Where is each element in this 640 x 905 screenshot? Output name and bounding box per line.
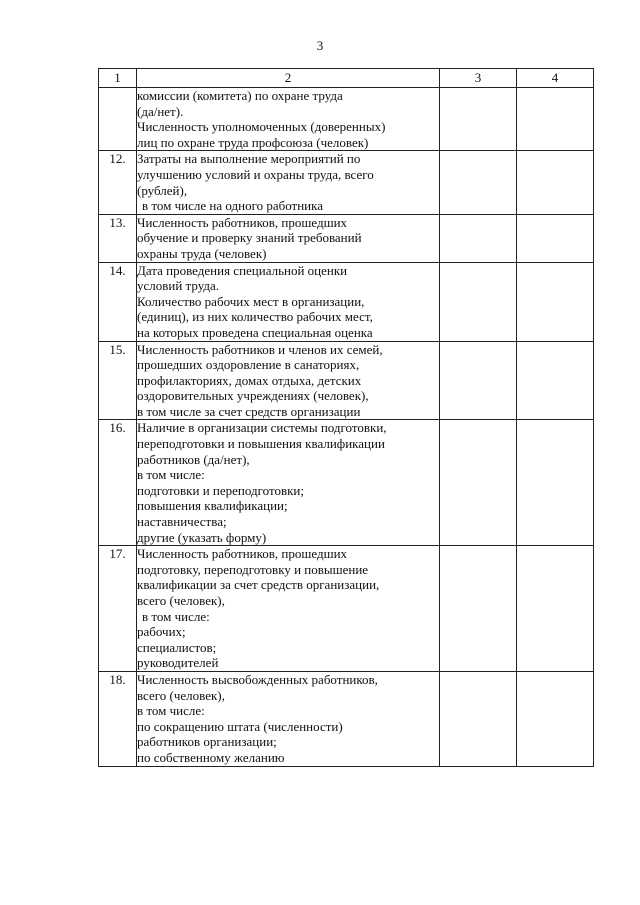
value-cell-4: [517, 262, 594, 341]
row-number: 17.: [99, 546, 137, 672]
indicator-text-line: условий труда.: [137, 278, 220, 294]
table-row: [99, 214, 594, 262]
indicator-text-line: руководителей: [137, 655, 219, 671]
indicator-text-line: прошедших оздоровление в санаториях,: [137, 357, 360, 373]
indicator-text-line: другие (указать форму): [137, 529, 267, 545]
value-cell-4: [517, 341, 594, 420]
indicator-text-line: специалистов;: [137, 639, 217, 655]
indicator-text-line: всего (человек),: [137, 687, 225, 703]
indicator-text-line: работников организации;: [137, 734, 277, 750]
indicator-text-line: Наличие в организации системы подготовки,: [137, 420, 387, 436]
header-cell-4: 4: [517, 69, 594, 88]
indicator-text-line: профилакториях, домах отдыха, детских: [137, 372, 362, 388]
value-cell-3: [440, 151, 517, 214]
value-cell-3: [440, 88, 517, 151]
table-body: [99, 88, 594, 767]
indicator-text-line: Численность уполномоченных (доверенных): [137, 119, 386, 135]
form-table: [98, 68, 594, 767]
page-number: 3: [316, 38, 324, 53]
indicator-cell: [137, 420, 440, 546]
row-number: 16.: [99, 420, 137, 546]
indicator-text-line: Численность работников, прошедших: [137, 546, 348, 562]
indicator-text-line: рабочих;: [137, 624, 186, 640]
table-row: [99, 88, 594, 151]
indicator-text-line: Затраты на выполнение мероприятий по: [137, 151, 361, 167]
value-cell-3: [440, 671, 517, 766]
indicator-text-line: в том числе:: [137, 703, 205, 719]
indicator-cell: [137, 671, 440, 766]
value-cell-3: [440, 546, 517, 672]
indicator-text-line: (единиц), из них количество рабочих мест,: [137, 309, 373, 325]
indicator-text-line: наставничества;: [137, 514, 227, 530]
indicator-text-line: в том числе:: [142, 608, 210, 624]
value-cell-4: [517, 214, 594, 262]
indicator-cell: [137, 151, 440, 214]
indicator-text-line: Дата проведения специальной оценки: [137, 262, 348, 278]
indicator-text-line: комиссии (комитета) по охране труда: [137, 88, 343, 103]
table-row: [99, 671, 594, 766]
indicator-text-line: лиц по охране труда профсоюза (человек): [137, 134, 369, 150]
indicator-text-line: Численность работников, прошедших: [137, 214, 348, 230]
value-cell-4: [517, 546, 594, 672]
row-number: [99, 88, 137, 151]
value-cell-4: [517, 151, 594, 214]
indicator-text-line: в том числе на одного работника: [142, 198, 324, 214]
table-row: [99, 420, 594, 546]
indicator-text-line: улучшению условий и охраны труда, всего: [137, 166, 374, 182]
indicator-text-line: (да/нет).: [137, 103, 184, 119]
indicator-cell: [137, 214, 440, 262]
value-cell-3: [440, 341, 517, 420]
indicator-text-line: всего (человек),: [137, 593, 225, 608]
table-row: [99, 546, 594, 672]
indicator-text-line: Количество рабочих мест в организации,: [137, 293, 365, 309]
indicator-text-line: Численность работников и членов их семей,: [137, 341, 383, 357]
header-cell-2: 2: [137, 69, 440, 88]
indicator-cell: [137, 262, 440, 341]
indicator-text-line: переподготовки и повышения квалификации: [137, 436, 385, 452]
header-row: [99, 69, 594, 88]
indicator-text-line: по сокращению штата (численности): [137, 718, 343, 734]
table-header: [99, 69, 594, 88]
indicator-cell: [137, 546, 440, 672]
indicator-text-line: на которых проведена специальная оценка: [137, 324, 373, 340]
indicator-text-line: охраны труда (человек): [137, 245, 267, 261]
table-row: [99, 341, 594, 420]
row-number: 12.: [99, 151, 137, 214]
value-cell-3: [440, 214, 517, 262]
value-cell-4: [517, 420, 594, 546]
indicator-text-line: в том числе:: [137, 467, 205, 483]
row-number: 13.: [99, 214, 137, 262]
indicator-text-line: Численность высвобожденных работников,: [137, 671, 378, 687]
indicator-cell: [137, 341, 440, 420]
indicator-text-line: в том числе за счет средств организации: [137, 403, 361, 419]
table-row: [99, 151, 594, 214]
indicator-text-line: подготовки и переподготовки;: [137, 482, 304, 498]
header-cell-1: 1: [99, 69, 137, 88]
value-cell-4: [517, 88, 594, 151]
indicator-text-line: повышения квалификации;: [137, 498, 288, 514]
value-cell-3: [440, 420, 517, 546]
row-number: 18.: [99, 671, 137, 766]
value-cell-4: [517, 671, 594, 766]
indicator-text-line: квалификации за счет средств организации,: [137, 577, 380, 593]
indicator-text-line: (рублей),: [137, 182, 188, 198]
indicator-text-line: обучение и проверку знаний требований: [137, 230, 362, 246]
table-row: [99, 262, 594, 341]
value-cell-3: [440, 262, 517, 341]
row-number: 14.: [99, 262, 137, 341]
indicator-text-line: по собственному желанию: [137, 749, 285, 765]
indicator-text-line: оздоровительных учреждениях (человек),: [137, 388, 369, 404]
indicator-text-line: подготовку, переподготовку и повышение: [137, 561, 369, 577]
header-cell-3: 3: [440, 69, 517, 88]
indicator-text-line: работников (да/нет),: [137, 451, 250, 467]
row-number: 15.: [99, 341, 137, 420]
indicator-cell: [137, 88, 440, 151]
